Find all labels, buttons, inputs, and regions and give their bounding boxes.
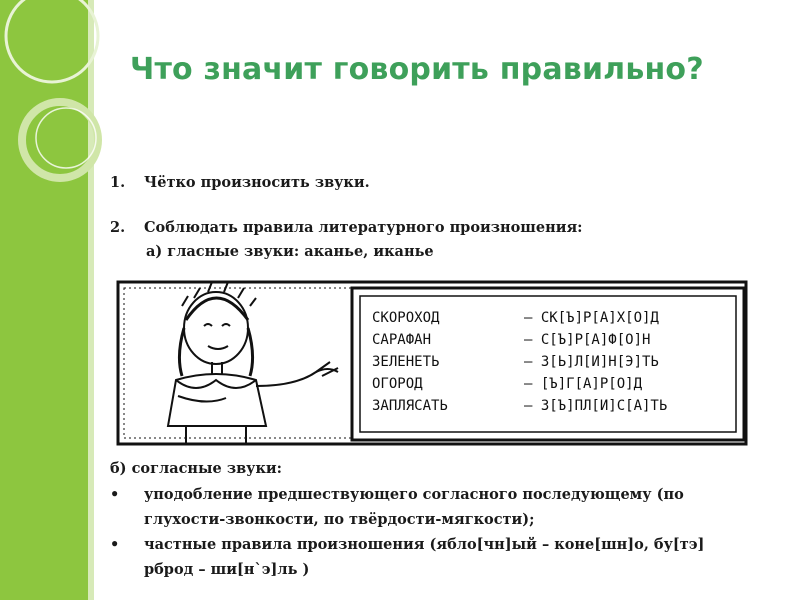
board-word: ЗЕЛЕНЕТЬ (372, 354, 440, 370)
board-transcription: – З[Ь]Л[И]Н[Э]ТЬ (524, 354, 659, 370)
vowels-line: а) гласные звуки: аканье, иканье (146, 243, 434, 260)
board-word: ОГОРОД (372, 376, 423, 392)
bullet-text: уподобление предшествующего согласного последующему (по глухости-звонкости, по твёрдости-мягкости); (144, 486, 684, 528)
board-transcription: – З[Ъ]ПЛ[И]С[А]ТЬ (524, 398, 668, 414)
bullet-text: частные правила произношения (ябло[чн]ый – коне[шн]о, бу[тэ] рброд – ши[н`э]ль ) (144, 536, 705, 578)
board-transcription: – СК[Ъ]Р[А]Х[О]Д (524, 310, 659, 326)
board-word: СКОРОХОД (372, 310, 440, 326)
bullet-marker: • (110, 536, 120, 553)
list-item-2 (110, 219, 583, 236)
list-item-1 (110, 174, 370, 191)
bullet-item-2 (110, 532, 750, 582)
board-word: ЗАПЛЯСАТЬ (372, 398, 448, 414)
board-transcription: – С[Ъ]Р[А]Ф[О]Н (524, 332, 651, 348)
bullet-marker: • (110, 486, 120, 503)
board-word: САРАФАН (372, 332, 432, 348)
illustration-girl-with-board (116, 276, 748, 448)
board-transcription: – [Ъ]Г[А]Р[О]Д (524, 376, 643, 392)
list-text: Соблюдать правила литературного произношения: (144, 219, 583, 236)
list-number: 1. (110, 174, 126, 191)
list-number: 2. (110, 219, 126, 236)
bullet-item-1 (110, 482, 750, 532)
page-title: Что значит говорить правильно? (130, 52, 704, 87)
consonants-line: б) согласные звуки: (110, 460, 283, 477)
list-text: Чётко произносить звуки. (144, 174, 370, 191)
